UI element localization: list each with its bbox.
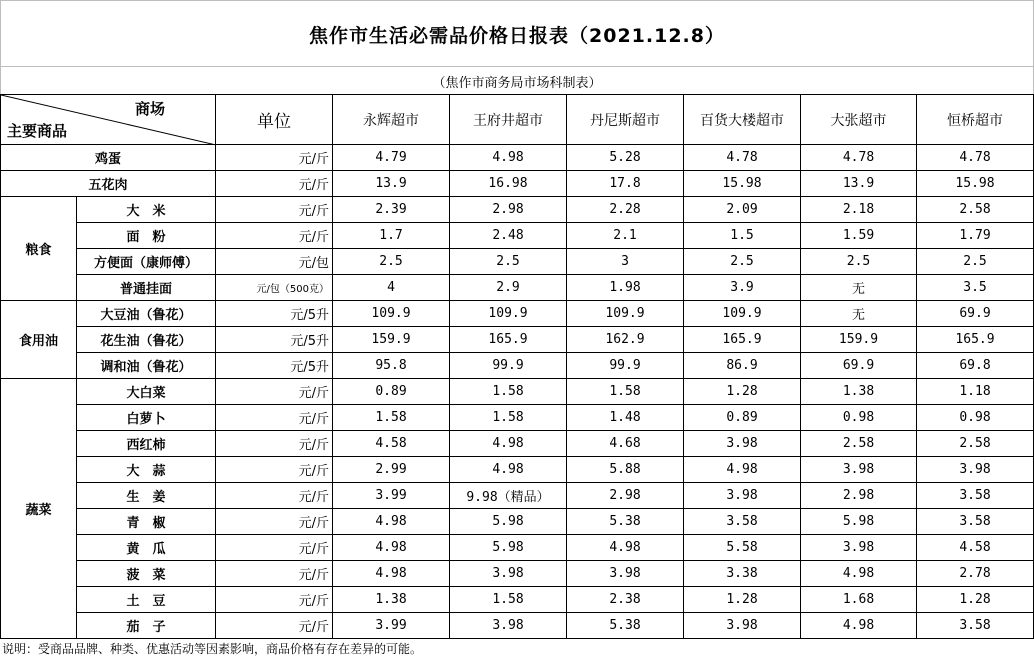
price-cell: 2.09 (684, 197, 801, 223)
item-name: 调和油（鲁花） (77, 353, 216, 379)
item-name: 黄 瓜 (77, 535, 216, 561)
price-cell: 69.8 (917, 353, 1034, 379)
table-row (1, 223, 1034, 249)
table-row (1, 275, 1034, 301)
price-cell: 2.58 (917, 431, 1034, 457)
table-row (1, 483, 1034, 509)
price-cell: 4.78 (684, 145, 801, 171)
price-cell: 4.58 (333, 431, 450, 457)
price-cell: 2.9 (450, 275, 567, 301)
price-cell: 1.28 (917, 587, 1034, 613)
unit-cell: 元/5升 (216, 327, 333, 353)
price-cell: 2.28 (567, 197, 684, 223)
price-cell: 2.99 (333, 457, 450, 483)
price-cell: 2.5 (917, 249, 1034, 275)
header-store-6: 恒桥超市 (917, 95, 1034, 145)
price-cell: 95.8 (333, 353, 450, 379)
item-name: 花生油（鲁花） (77, 327, 216, 353)
price-cell: 86.9 (684, 353, 801, 379)
price-cell: 2.98 (450, 197, 567, 223)
price-cell: 1.28 (684, 379, 801, 405)
table-row (1, 249, 1034, 275)
price-cell: 3.99 (333, 613, 450, 639)
price-cell: 2.58 (801, 431, 917, 457)
price-cell: 3.38 (684, 561, 801, 587)
price-cell: 1.59 (801, 223, 917, 249)
header-row (1, 95, 1034, 145)
table-row (1, 405, 1034, 431)
unit-cell: 元/斤 (216, 561, 333, 587)
unit-cell: 元/斤 (216, 223, 333, 249)
price-cell: 3.58 (684, 509, 801, 535)
price-cell: 3.98 (567, 561, 684, 587)
unit-cell: 元/5升 (216, 353, 333, 379)
table-row (1, 561, 1034, 587)
price-cell: 159.9 (801, 327, 917, 353)
price-cell: 3.99 (333, 483, 450, 509)
table-row (1, 587, 1034, 613)
price-cell: 2.48 (450, 223, 567, 249)
item-name: 生 姜 (77, 483, 216, 509)
price-cell: 5.88 (567, 457, 684, 483)
price-cell: 165.9 (684, 327, 801, 353)
price-cell: 4.98 (333, 561, 450, 587)
price-cell: 3.58 (917, 509, 1034, 535)
price-cell: 3.5 (917, 275, 1034, 301)
price-cell: 4.98 (567, 535, 684, 561)
item-name: 白萝卜 (77, 405, 216, 431)
table-row (1, 535, 1034, 561)
price-cell: 2.1 (567, 223, 684, 249)
unit-cell: 元/斤 (216, 405, 333, 431)
price-cell: 2.98 (801, 483, 917, 509)
price-cell: 16.98 (450, 171, 567, 197)
price-cell: 109.9 (567, 301, 684, 327)
price-cell: 3.9 (684, 275, 801, 301)
price-cell: 99.9 (450, 353, 567, 379)
price-cell: 5.98 (450, 509, 567, 535)
price-cell: 2.58 (917, 197, 1034, 223)
price-cell: 1.58 (450, 587, 567, 613)
price-cell: 4 (333, 275, 450, 301)
price-cell: 15.98 (917, 171, 1034, 197)
price-cell: 1.68 (801, 587, 917, 613)
table-row (1, 509, 1034, 535)
price-cell: 3 (567, 249, 684, 275)
item-name: 土 豆 (77, 587, 216, 613)
item-name: 西红柿 (77, 431, 216, 457)
unit-cell: 元/5升 (216, 301, 333, 327)
price-cell: 1.58 (450, 379, 567, 405)
table-body (1, 145, 1034, 639)
price-cell: 1.58 (450, 405, 567, 431)
price-cell: 4.98 (450, 457, 567, 483)
price-cell: 13.9 (333, 171, 450, 197)
price-cell: 5.58 (684, 535, 801, 561)
header-unit: 单位 (216, 95, 333, 145)
item-name: 茄 子 (77, 613, 216, 639)
price-cell: 1.38 (801, 379, 917, 405)
price-cell: 3.98 (450, 561, 567, 587)
price-cell: 5.98 (450, 535, 567, 561)
price-cell: 0.89 (684, 405, 801, 431)
price-cell: 1.58 (333, 405, 450, 431)
table-row (1, 379, 1034, 405)
price-cell: 4.78 (801, 145, 917, 171)
unit-cell: 元/斤 (216, 431, 333, 457)
category-name: 食用油 (1, 301, 77, 379)
unit-cell: 元/斤 (216, 379, 333, 405)
header-store-5: 大张超市 (801, 95, 917, 145)
price-cell: 3.98 (684, 431, 801, 457)
table-row (1, 457, 1034, 483)
price-cell: 无 (801, 275, 917, 301)
price-cell: 13.9 (801, 171, 917, 197)
price-cell: 3.98 (917, 457, 1034, 483)
item-name: 普通挂面 (77, 275, 216, 301)
price-cell: 4.78 (917, 145, 1034, 171)
price-cell: 159.9 (333, 327, 450, 353)
price-cell: 0.98 (917, 405, 1034, 431)
price-table (0, 94, 1034, 639)
price-cell: 4.98 (801, 613, 917, 639)
table-row (1, 431, 1034, 457)
price-cell: 1.38 (333, 587, 450, 613)
category-name: 粮食 (1, 197, 77, 301)
price-cell: 5.38 (567, 613, 684, 639)
price-cell: 165.9 (450, 327, 567, 353)
price-cell: 4.98 (333, 535, 450, 561)
unit-cell: 元/斤 (216, 145, 333, 171)
price-cell: 1.18 (917, 379, 1034, 405)
item-name: 大豆油（鲁花） (77, 301, 216, 327)
table-row (1, 613, 1034, 639)
corner-header (1, 95, 216, 145)
price-cell: 69.9 (917, 301, 1034, 327)
price-cell: 无 (801, 301, 917, 327)
price-cell: 0.89 (333, 379, 450, 405)
footnote: 说明：受商品品牌、种类、优惠活动等因素影响，商品价格有存在差异的可能。 (2, 642, 423, 656)
price-cell: 9.98（精品） (450, 483, 567, 509)
price-cell: 1.28 (684, 587, 801, 613)
price-cell: 109.9 (333, 301, 450, 327)
price-cell: 17.8 (567, 171, 684, 197)
unit-cell: 元/斤 (216, 171, 333, 197)
price-cell: 69.9 (801, 353, 917, 379)
item-name: 菠 菜 (77, 561, 216, 587)
price-cell: 165.9 (917, 327, 1034, 353)
price-cell: 3.98 (801, 457, 917, 483)
corner-label-goods: 主要商品 (7, 122, 68, 140)
price-cell: 3.58 (917, 613, 1034, 639)
price-cell: 1.98 (567, 275, 684, 301)
price-cell: 2.5 (801, 249, 917, 275)
price-cell: 4.58 (917, 535, 1034, 561)
price-cell: 3.98 (684, 483, 801, 509)
table-row (1, 327, 1034, 353)
unit-cell: 元/斤 (216, 483, 333, 509)
price-cell: 2.98 (567, 483, 684, 509)
report-subtitle: （焦作市商务局市场科制表） (0, 66, 1034, 95)
price-cell: 3.98 (801, 535, 917, 561)
category-name: 蔬菜 (1, 379, 77, 639)
price-cell: 2.38 (567, 587, 684, 613)
price-cell: 1.7 (333, 223, 450, 249)
price-cell: 15.98 (684, 171, 801, 197)
item-name: 大 蒜 (77, 457, 216, 483)
table-row (1, 301, 1034, 327)
price-cell: 3.98 (684, 613, 801, 639)
unit-cell: 元/斤 (216, 457, 333, 483)
price-cell: 0.98 (801, 405, 917, 431)
table-row (1, 197, 1034, 223)
price-cell: 5.98 (801, 509, 917, 535)
price-cell: 2.18 (801, 197, 917, 223)
item-name: 大 米 (77, 197, 216, 223)
header-store-1: 永辉超市 (333, 95, 450, 145)
price-cell: 4.68 (567, 431, 684, 457)
price-cell: 3.98 (450, 613, 567, 639)
item-name: 面 粉 (77, 223, 216, 249)
price-cell: 4.98 (450, 431, 567, 457)
price-cell: 2.5 (450, 249, 567, 275)
price-cell: 4.98 (801, 561, 917, 587)
price-cell: 5.28 (567, 145, 684, 171)
price-cell: 4.98 (450, 145, 567, 171)
price-cell: 99.9 (567, 353, 684, 379)
header-store-2: 王府井超市 (450, 95, 567, 145)
unit-cell: 元/斤 (216, 535, 333, 561)
price-cell: 2.39 (333, 197, 450, 223)
price-cell: 162.9 (567, 327, 684, 353)
corner-label-store: 商场 (134, 100, 165, 118)
report-title: 焦作市生活必需品价格日报表（2021.12.8） (0, 0, 1034, 67)
unit-cell: 元/斤 (216, 197, 333, 223)
price-cell: 4.79 (333, 145, 450, 171)
item-name: 大白菜 (77, 379, 216, 405)
price-cell: 1.5 (684, 223, 801, 249)
unit-cell: 元/斤 (216, 587, 333, 613)
price-cell: 1.48 (567, 405, 684, 431)
price-cell: 4.98 (333, 509, 450, 535)
price-cell: 1.58 (567, 379, 684, 405)
unit-cell: 元/斤 (216, 613, 333, 639)
unit-cell: 元/包 (216, 249, 333, 275)
price-cell: 5.38 (567, 509, 684, 535)
table-row (1, 171, 1034, 197)
item-name: 五花肉 (1, 171, 216, 197)
price-cell: 3.58 (917, 483, 1034, 509)
price-cell: 2.78 (917, 561, 1034, 587)
price-cell: 109.9 (450, 301, 567, 327)
unit-cell: 元/包（500克） (216, 275, 333, 301)
price-cell: 109.9 (684, 301, 801, 327)
item-name: 方便面（康师傅） (77, 249, 216, 275)
price-cell: 4.98 (684, 457, 801, 483)
price-cell: 1.79 (917, 223, 1034, 249)
header-store-3: 丹尼斯超市 (567, 95, 684, 145)
unit-cell: 元/斤 (216, 509, 333, 535)
price-cell: 2.5 (333, 249, 450, 275)
item-name: 鸡蛋 (1, 145, 216, 171)
price-cell: 2.5 (684, 249, 801, 275)
table-row (1, 353, 1034, 379)
item-name: 青 椒 (77, 509, 216, 535)
header-store-4: 百货大楼超市 (684, 95, 801, 145)
table-row (1, 145, 1034, 171)
